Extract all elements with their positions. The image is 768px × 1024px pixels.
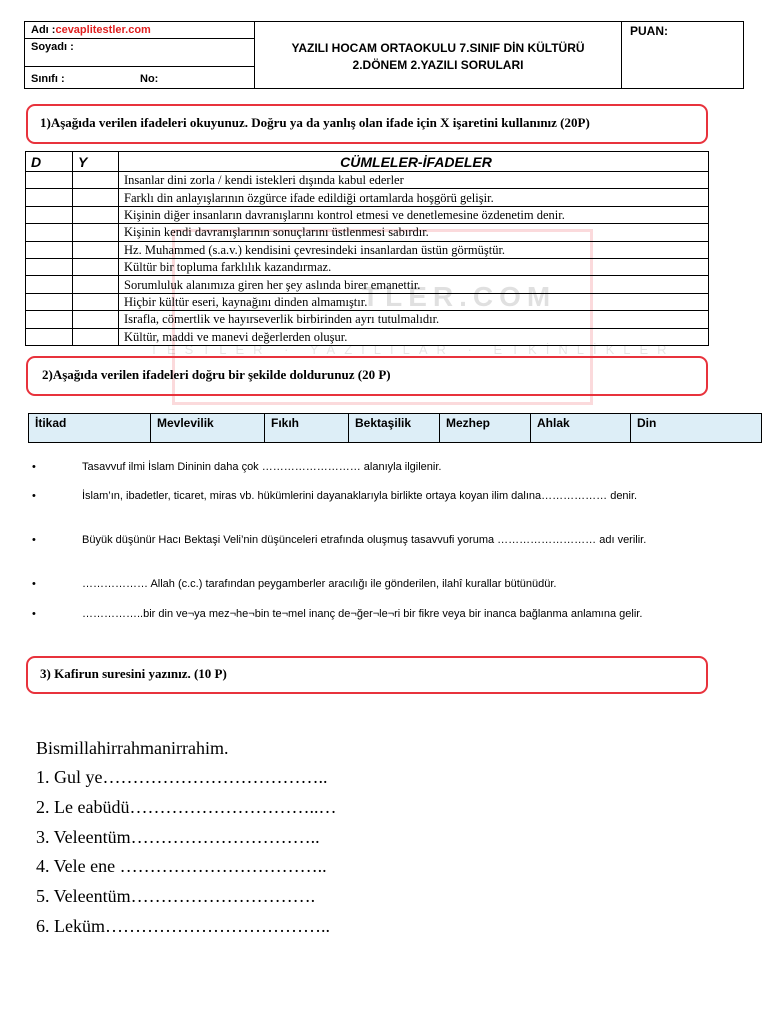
col-sentences-header: CÜMLELER-İFADELER xyxy=(119,152,709,172)
sentence-cell: Farklı din anlayışlarının özgürce ifade edildiği ortamlarda hoşgörü gelişir. xyxy=(119,189,709,206)
table-row xyxy=(26,311,709,328)
false-cell[interactable] xyxy=(73,172,119,189)
exam-title xyxy=(255,22,622,88)
list-item xyxy=(32,607,722,621)
bullet: • xyxy=(32,534,36,546)
kafirun-line: 2. Le eabüdü…………………………..… xyxy=(36,797,337,817)
false-cell[interactable] xyxy=(73,276,119,293)
word-bank-row xyxy=(29,414,762,443)
kafirun-line: 6. Leküm……………………………….. xyxy=(36,916,330,936)
fill-in-text: Büyük düşünür Hacı Bektaşi Veli’nin düşünceleri etrafında oluşmuş tasavvufi yoruma ……………………… adı verilir. xyxy=(82,534,647,546)
surname-label: Soyadı : xyxy=(31,41,74,53)
name-row xyxy=(25,22,255,39)
true-false-table xyxy=(25,151,709,346)
score-box xyxy=(622,22,744,88)
false-cell[interactable] xyxy=(73,328,119,345)
sentence-cell: Kişinin kendi davranışlarının sonuçlarını üstlenmesi sabırdır. xyxy=(119,224,709,241)
bullet: • xyxy=(32,608,36,620)
kafirun-line: 1. Gul ye……………………………….. xyxy=(36,767,328,787)
word-bank xyxy=(28,413,762,443)
sentence-cell: Hz. Muhammed (s.a.v.) kendisini çevresindeki insanlardan üstün görmüştür. xyxy=(119,241,709,258)
sentence-cell: Hiçbir kültür eseri, kaynağını dinden almamıştır. xyxy=(119,293,709,310)
table-row xyxy=(26,258,709,275)
table-row xyxy=(26,172,709,189)
section3-title-box xyxy=(26,656,708,694)
watermark-text: TLER.COM xyxy=(362,281,557,312)
true-cell[interactable] xyxy=(26,276,73,293)
word-bank-item: Ahlak xyxy=(531,414,631,443)
watermark-subtext: TESTLER · YAZILILAR · ETKİNLİKLER xyxy=(150,342,676,357)
table-row xyxy=(26,241,709,258)
false-cell[interactable] xyxy=(73,224,119,241)
true-cell[interactable] xyxy=(26,189,73,206)
class-row xyxy=(25,67,255,88)
table-row xyxy=(26,206,709,223)
false-cell[interactable] xyxy=(73,311,119,328)
class-label: Sınıfı : xyxy=(31,73,65,85)
name-label: Adı : xyxy=(31,24,56,36)
true-cell[interactable] xyxy=(26,311,73,328)
sentence-cell: Kültür bir topluma farklılık kazandırmaz. xyxy=(119,258,709,275)
true-cell[interactable] xyxy=(26,206,73,223)
name-value: cevaplitestler.com xyxy=(55,24,151,36)
section1-title-box xyxy=(26,104,708,144)
table-row xyxy=(26,189,709,206)
section3-title: 3) Kafirun suresini yazınız. (10 P) xyxy=(40,666,227,681)
fill-in-text: ……………..bir din ve¬ya mez¬he¬bin te¬mel inanç de¬ğer¬le¬ri bir fikre veya bir inanca bağlanma anlamına gelir. xyxy=(82,608,643,620)
word-bank-item: Din xyxy=(631,414,762,443)
score-label: PUAN: xyxy=(630,24,668,38)
table-header-row xyxy=(26,152,709,172)
word-bank-item: Fıkıh xyxy=(265,414,349,443)
list-item xyxy=(32,577,722,591)
section1-title: 1)Aşağıda verilen ifadeleri okuyunuz. Doğru ya da yanlış olan ifade için X işaretini kullanınız (20P) xyxy=(40,115,590,130)
true-cell[interactable] xyxy=(26,293,73,310)
section2-title-box xyxy=(26,356,708,396)
bullet: • xyxy=(32,578,36,590)
sentence-cell: Kişinin diğer insanların davranışlarını kontrol etmesi ve denetlemesine özdenetim denir. xyxy=(119,206,709,223)
list-item xyxy=(32,460,722,474)
sentence-cell: Sorumluluk alanımıza giren her şey aslında birer emanettir. xyxy=(119,276,709,293)
kafirun-line: Bismillahirrahmanirrahim. xyxy=(36,738,229,758)
sentence-cell: Israfla, cömertlik ve hayırseverlik birbirinden ayrı tutulmalıdır. xyxy=(119,311,709,328)
table-row xyxy=(26,224,709,241)
false-cell[interactable] xyxy=(73,241,119,258)
true-cell[interactable] xyxy=(26,328,73,345)
false-cell[interactable] xyxy=(73,293,119,310)
no-label: No: xyxy=(140,73,159,85)
kafirun-line: 3. Veleentüm………………………….. xyxy=(36,827,320,847)
sentence-cell: Kültür, maddi ve manevi değerlerden oluşur. xyxy=(119,328,709,345)
bullet: • xyxy=(32,490,36,502)
true-cell[interactable] xyxy=(26,224,73,241)
fill-in-text: ……………… Allah (c.c.) tarafından peygamberler aracılığı ile gönderilen, ilahî kurallar bütünüdür. xyxy=(82,578,557,590)
surname-row xyxy=(25,39,255,67)
fill-in-text: İslam’ın, ibadetler, ticaret, miras vb. hükümlerini dayanaklarıyla birlikte ortaya koyan ilim dalına……………… denir. xyxy=(82,490,638,502)
bullet: • xyxy=(32,461,36,473)
list-item xyxy=(32,533,722,547)
section2-title: 2)Aşağıda verilen ifadeleri doğru bir şekilde doldurunuz (20 P) xyxy=(42,367,391,382)
word-bank-item: Mevlevilik xyxy=(151,414,265,443)
false-cell[interactable] xyxy=(73,206,119,223)
table-row xyxy=(26,276,709,293)
header-table xyxy=(24,21,744,89)
kafirun-line: 5. Veleentüm…………………………. xyxy=(36,886,316,906)
fill-in-text: Tasavvuf ilmi İslam Dininin daha çok ……………………… alanıyla ilgilenir. xyxy=(82,461,442,473)
student-info xyxy=(25,22,255,88)
table-row xyxy=(26,293,709,310)
col-true-header: D xyxy=(26,152,73,172)
true-cell[interactable] xyxy=(26,172,73,189)
table-row xyxy=(26,328,709,345)
word-bank-item: Bektaşilik xyxy=(349,414,440,443)
kafirun-line: 4. Vele ene …………………………….. xyxy=(36,856,327,876)
true-cell[interactable] xyxy=(26,241,73,258)
false-cell[interactable] xyxy=(73,258,119,275)
true-cell[interactable] xyxy=(26,258,73,275)
word-bank-item: Mezhep xyxy=(440,414,531,443)
false-cell[interactable] xyxy=(73,189,119,206)
col-false-header: Y xyxy=(73,152,119,172)
word-bank-item: İtikad xyxy=(29,414,151,443)
exam-title-line2: 2.DÖNEM 2.YAZILI SORULARI xyxy=(352,58,524,72)
list-item xyxy=(32,489,722,503)
sentence-cell: Insanlar dini zorla / kendi istekleri dışında kabul ederler xyxy=(119,172,709,189)
exam-title-line1: YAZILI HOCAM ORTAOKULU 7.SINIF DİN KÜLTÜRÜ xyxy=(291,41,585,55)
